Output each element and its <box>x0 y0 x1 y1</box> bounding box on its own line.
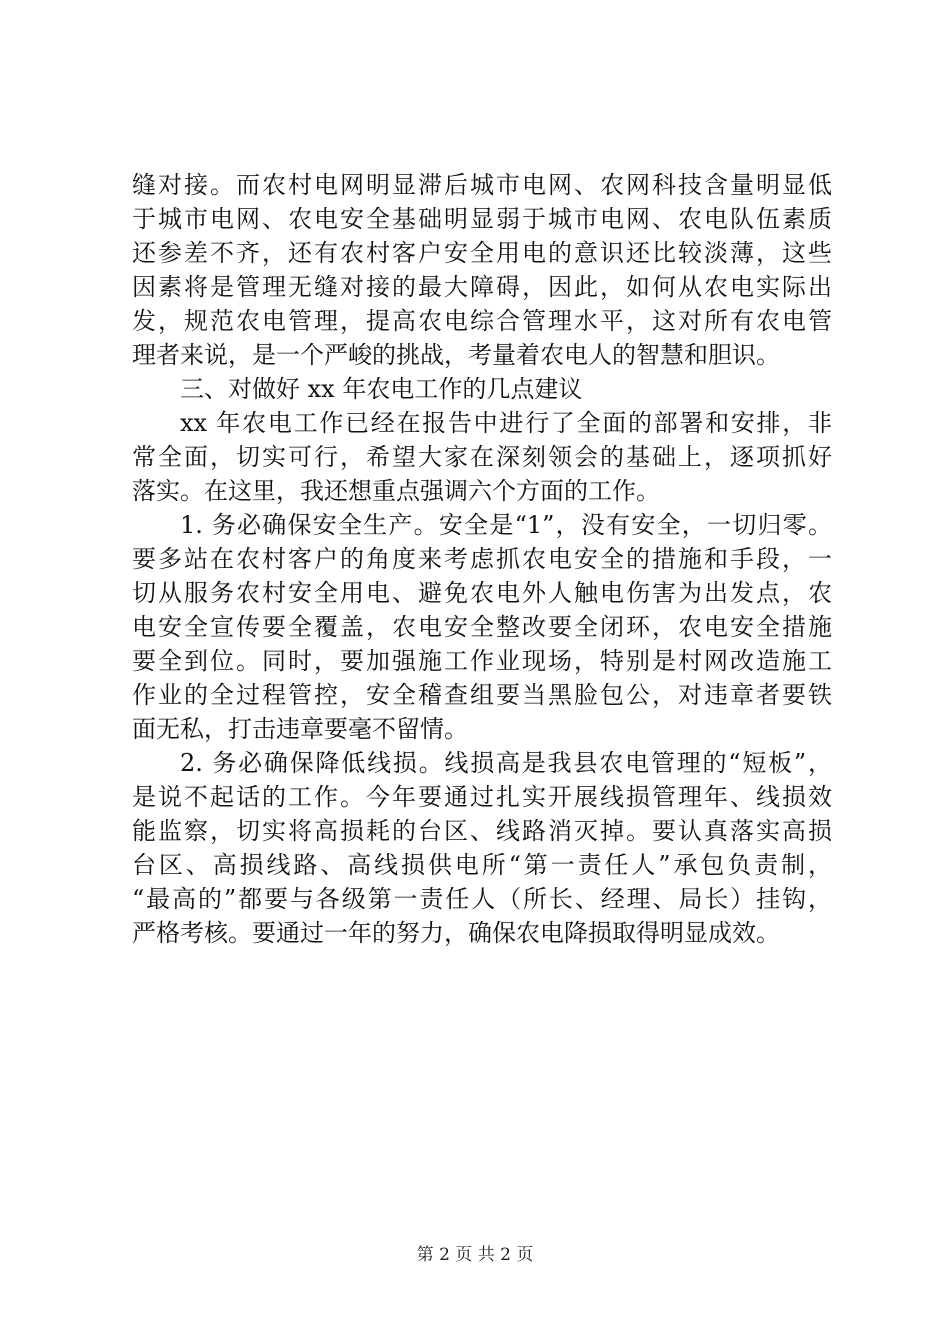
paragraph-line: 作业的全过程管控，安全稽查组要当黑脸包公，对违章者要铁 <box>132 681 832 709</box>
paragraph-line: 严格考核。要通过一年的努力，确保农电降损取得明显成效。 <box>132 919 780 947</box>
page-footer <box>0 1244 950 1266</box>
paragraph-line: 于城市电网、农电安全基础明显弱于城市电网、农电队伍素质 <box>132 205 832 233</box>
paragraph-line: 2. 务必确保降低线损。线损高是我县农电管理的“短板”， <box>180 749 832 777</box>
paragraph-line: 电安全宣传要全覆盖，农电安全整改要全闭环，农电安全措施 <box>132 613 832 641</box>
page-number-label: 第 2 页 共 2 页 <box>416 1245 534 1265</box>
paragraph-line: 切从服务农村安全用电、避免农电外人触电伤害为出发点，农 <box>132 579 832 607</box>
paragraph-line: 缝对接。而农村电网明显滞后城市电网、农网科技含量明显低 <box>132 171 832 199</box>
paragraph-line: 台区、高损线路、高线损供电所“第一责任人”承包负责制， <box>132 851 832 879</box>
paragraph-line: 1. 务必确保安全生产。安全是“1”，没有安全，一切归零。 <box>180 511 832 539</box>
paragraph-line: “最高的”都要与各级第一责任人（所长、经理、局长）挂钩， <box>132 885 832 913</box>
paragraph-line: 常全面，切实可行，希望大家在深刻领会的基础上，逐项抓好 <box>132 443 832 471</box>
paragraph-line: 要多站在农村客户的角度来考虑抓农电安全的措施和手段，一 <box>132 545 832 573</box>
paragraph-line: 发，规范农电管理，提高农电综合管理水平，这对所有农电管 <box>132 307 832 335</box>
paragraph-line: 落实。在这里，我还想重点强调六个方面的工作。 <box>132 477 660 505</box>
paragraph-line: 因素将是管理无缝对接的最大障碍，因此，如何从农电实际出 <box>132 273 832 301</box>
document-body <box>132 168 832 950</box>
paragraph-line: 能监察，切实将高损耗的台区、线路消灭掉。要认真落实高损 <box>132 817 832 845</box>
paragraph-line: xx 年农电工作已经在报告中进行了全面的部署和安排，非 <box>180 409 832 437</box>
section-heading: 三、对做好 xx 年农电工作的几点建议 <box>180 375 583 403</box>
paragraph-line: 是说不起话的工作。今年要通过扎实开展线损管理年、线损效 <box>132 783 832 811</box>
paragraph-line: 还参差不齐，还有农村客户安全用电的意识还比较淡薄，这些 <box>132 239 832 267</box>
paragraph-line: 要全到位。同时，要加强施工作业现场，特别是村网改造施工 <box>132 647 832 675</box>
paragraph-line: 面无私，打击违章要毫不留情。 <box>132 715 468 743</box>
paragraph-line: 理者来说，是一个严峻的挑战，考量着农电人的智慧和胆识。 <box>132 341 780 369</box>
